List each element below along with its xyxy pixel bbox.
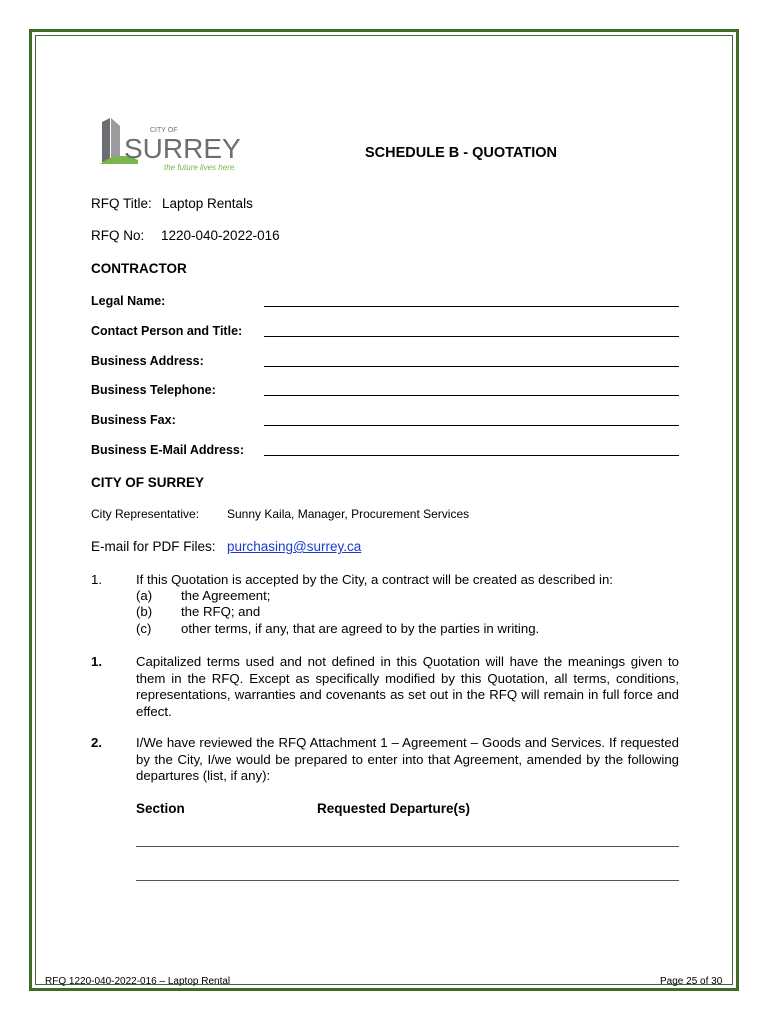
contact-person-line[interactable] — [264, 336, 679, 337]
rfq-no-value: 1220-040-2022-016 — [161, 228, 280, 243]
logo-name: SURREY — [124, 133, 241, 164]
rfq-title-label: RFQ Title: — [91, 196, 152, 211]
logo-tagline: the future lives here. — [164, 163, 237, 172]
departures-section-header: Section — [136, 801, 185, 816]
clause-1b-text: the RFQ; and — [181, 604, 261, 619]
rfq-no-label: RFQ No: — [91, 228, 145, 243]
email-link[interactable]: purchasing@surrey.ca — [227, 539, 362, 554]
city-of-surrey-logo — [98, 116, 243, 174]
business-address-line[interactable] — [264, 366, 679, 367]
clause-1c-mark: (c) — [136, 621, 152, 636]
departures-requested-header: Requested Departure(s) — [317, 801, 471, 816]
email-label: E-mail for PDF Files: — [91, 539, 216, 554]
clause-1a-text: the Agreement; — [181, 588, 271, 603]
clause-1a-mark: (a) — [136, 588, 153, 603]
clause-1-text: If this Quotation is accepted by the City, a contract will be created as described in: — [136, 572, 613, 587]
footer-page-number: Page 25 of 30 — [660, 976, 723, 987]
clause-2-number: 1. — [91, 654, 102, 669]
clause-3-number: 2. — [91, 735, 102, 750]
schedule-title: SCHEDULE B - QUOTATION — [365, 145, 557, 161]
business-telephone-label: Business Telephone: — [91, 383, 216, 397]
departure-line-1[interactable] — [136, 846, 679, 847]
clause-1-number: 1. — [91, 572, 102, 587]
logo-city-of: CITY OF — [150, 127, 178, 134]
legal-name-line[interactable] — [264, 306, 679, 307]
contractor-heading: CONTRACTOR — [91, 261, 187, 276]
business-address-label: Business Address: — [91, 354, 204, 368]
legal-name-label: Legal Name: — [91, 294, 166, 308]
business-fax-label: Business Fax: — [91, 413, 176, 427]
rfq-title-value: Laptop Rentals — [162, 196, 253, 211]
clause-1b-mark: (b) — [136, 604, 153, 619]
contact-person-label: Contact Person and Title: — [91, 324, 243, 338]
footer-left: RFQ 1220-040-2022-016 – Laptop Rental — [45, 976, 231, 987]
city-heading: CITY OF SURREY — [91, 475, 205, 490]
departure-line-2[interactable] — [136, 880, 679, 881]
clause-1c-text: other terms, if any, that are agreed to by the parties in writing. — [181, 621, 540, 636]
business-email-line[interactable] — [264, 455, 679, 456]
business-telephone-line[interactable] — [264, 395, 679, 396]
clause-2-text: Capitalized terms used and not defined in this Quotation will have the meanings given to them in the RFQ. Except as specifically modified by this Quotation, all terms, conditions, representations, warranties and covenants as set out in the RFQ will remain in full force and effect. — [136, 654, 679, 719]
city-rep-label: City Representative: — [91, 507, 200, 521]
clause-3-text: I/We have reviewed the RFQ Attachment 1 – Agreement – Goods and Services. If requested by the City, I/we would be prepared to enter into that Agreement, amended by the following departures (list, if any): — [136, 735, 679, 783]
city-rep-value: Sunny Kaila, Manager, Procurement Services — [227, 507, 470, 521]
business-fax-line[interactable] — [264, 425, 679, 426]
business-email-label: Business E-Mail Address: — [91, 443, 245, 457]
